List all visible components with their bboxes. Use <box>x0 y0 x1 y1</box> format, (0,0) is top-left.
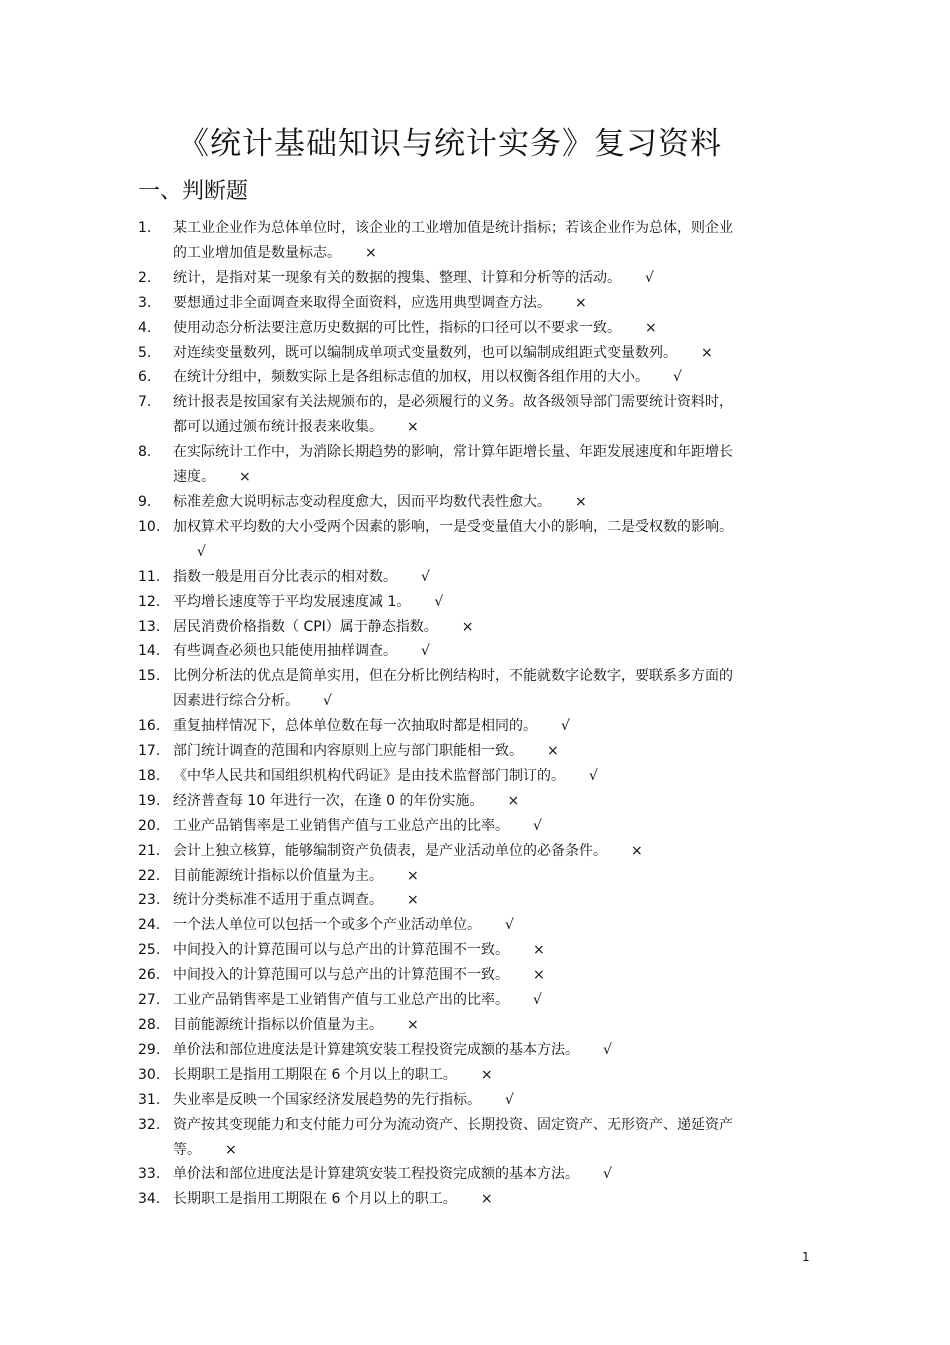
item-text: 重复抽样情况下，总体单位数在每一次抽取时都是相同的。 <box>173 718 537 735</box>
answer-mark: √ <box>561 718 570 735</box>
answer-mark: √ <box>505 917 514 934</box>
answer-mark: √ <box>603 1041 612 1058</box>
item-number: 14. <box>138 643 161 660</box>
answer-mark: × <box>461 618 474 635</box>
item-number: 9. <box>138 493 152 510</box>
answer-mark: √ <box>673 369 682 386</box>
item-text: 资产按其变现能力和支付能力可分为流动资产、长期投资、固定资产、无形资产、递延资产等。 <box>173 1116 733 1158</box>
item-number: 8. <box>138 444 152 461</box>
list-item <box>0 864 743 889</box>
answer-mark: √ <box>434 593 444 610</box>
answer-mark: × <box>225 1141 237 1158</box>
list-item <box>0 814 743 839</box>
item-number: 5. <box>138 344 152 361</box>
item-number: 11. <box>138 568 161 585</box>
item-number: 33. <box>138 1166 161 1183</box>
item-text: 比例分析法的优点是简单实用，但在分析比例结构时，不能就数字论数字，要联系多方面的因素进行综合分析。 <box>173 668 733 710</box>
item-number: 4. <box>138 319 152 336</box>
item-text: 居民消费价格指数（ CPI）属于静态指数。 <box>173 618 438 635</box>
document-title: 《统计基础知识与统计实务》复习资料 <box>178 126 722 162</box>
item-text: 统计报表是按国家有关法规颁布的，是必须履行的义务。故各级领导部门需要统计资料时，都可以通过颁布统计报表来收集。 <box>173 394 733 436</box>
item-text: 使用动态分析法要注意历史数据的可比性，指标的口径可以不要求一致。 <box>173 319 621 336</box>
item-number: 22. <box>138 867 161 884</box>
item-text: 部门统计调查的范围和内容原则上应与部门职能相一致。 <box>173 743 523 760</box>
list-item <box>0 938 743 963</box>
list-item <box>0 390 743 440</box>
item-text: 单价法和部位进度法是计算建筑安装工程投资完成额的基本方法。 <box>173 1041 579 1058</box>
answer-mark: × <box>480 1066 493 1083</box>
item-text: 目前能源统计指标以价值量为主。 <box>173 867 383 884</box>
item-number: 31. <box>138 1091 161 1108</box>
item-text: 在实际统计工作中，为消除长期趋势的影响，常计算年距增长量、年距发展速度和年距增长速度。 <box>173 444 733 486</box>
item-number: 16. <box>138 718 161 735</box>
answer-mark: × <box>575 493 587 510</box>
list-item <box>0 1088 743 1113</box>
item-number: 18. <box>138 767 161 784</box>
answer-mark: × <box>407 867 419 884</box>
item-text: 工业产品销售率是工业销售产值与工业总产出的比率。 <box>173 992 509 1009</box>
list-item <box>0 1038 743 1063</box>
list-item <box>0 888 743 913</box>
list-item <box>0 664 743 714</box>
item-text: 工业产品销售率是工业销售产值与工业总产出的比率。 <box>173 817 509 834</box>
item-text: 长期职工是指用工期限在 6 个月以上的职工。 <box>173 1066 457 1083</box>
answer-mark: √ <box>603 1166 612 1183</box>
item-number: 12. <box>138 593 161 610</box>
answer-mark: √ <box>589 767 598 784</box>
list-item <box>0 266 743 291</box>
item-text: 某工业企业作为总体单位时，该企业的工业增加值是统计指标；若该企业作为总体，则企业的工业增加值是数量标志。 <box>173 220 733 261</box>
item-text: 目前能源统计指标以价值量为主。 <box>173 1017 383 1033</box>
list-item <box>0 714 743 739</box>
list-item <box>0 764 743 789</box>
item-number: 23. <box>138 892 161 909</box>
item-text: 《中华人民共和国组织机构代码证》是由技术监督部门制订的。 <box>173 767 565 784</box>
answer-mark: √ <box>533 992 542 1009</box>
item-text: 一个法人单位可以包括一个或多个产业活动单位。 <box>173 917 481 934</box>
item-text: 会计上独立核算，能够编制资产负债表，是产业活动单位的必备条件。 <box>173 842 607 859</box>
answer-mark: × <box>533 967 545 984</box>
list-item <box>0 963 743 988</box>
answer-mark: × <box>547 743 559 760</box>
answer-mark: √ <box>421 643 430 660</box>
item-number: 21. <box>138 842 161 859</box>
item-text: 指数一般是用百分比表示的相对数。 <box>173 568 397 585</box>
list-item <box>0 1113 743 1163</box>
item-number: 19. <box>138 792 161 809</box>
item-text: 在统计分组中，频数实际上是各组标志值的加权，用以权衡各组作用的大小。 <box>173 369 649 386</box>
item-number: 1. <box>138 220 152 236</box>
list-item <box>0 789 743 814</box>
list-item <box>0 440 743 490</box>
item-number: 28. <box>138 1017 161 1033</box>
answer-mark: × <box>407 892 419 909</box>
answer-mark: × <box>365 244 377 261</box>
answer-mark: × <box>701 344 713 361</box>
item-text: 对连续变量数列，既可以编制成单项式变量数列，也可以编制成组距式变量数列。 <box>173 344 677 361</box>
item-number: 7. <box>138 394 152 411</box>
answer-mark: √ <box>323 693 332 710</box>
item-text: 标准差愈大说明标志变动程度愈大，因而平均数代表性愈大。 <box>173 493 551 510</box>
item-text: 加权算术平均数的大小受两个因素的影响，一是受变量值大小的影响，二是受权数的影响。 <box>173 518 733 535</box>
answer-mark: × <box>407 1017 419 1033</box>
item-text: 中间投入的计算范围可以与总产出的计算范围不一致。 <box>173 942 509 959</box>
answer-mark: × <box>507 792 520 809</box>
item-number: 17. <box>138 743 161 760</box>
item-text: 要想通过非全面调查来取得全面资料，应选用典型调查方法。 <box>173 294 551 311</box>
answer-mark: √ <box>645 269 654 286</box>
answer-mark: √ <box>505 1091 514 1108</box>
item-number: 20. <box>138 817 161 834</box>
list-item <box>0 839 743 864</box>
question-list <box>0 216 950 1212</box>
list-item <box>0 913 743 938</box>
item-number: 25. <box>138 942 161 959</box>
answer-mark: × <box>407 419 419 436</box>
item-text: 单价法和部位进度法是计算建筑安装工程投资完成额的基本方法。 <box>173 1166 579 1183</box>
list-item <box>0 1162 743 1187</box>
item-number: 13. <box>138 618 161 635</box>
list-item <box>0 341 743 366</box>
answer-mark: × <box>239 469 251 486</box>
item-number: 24. <box>138 917 161 934</box>
answer-mark: √ <box>533 817 542 834</box>
page-number: 1 <box>802 1250 810 1264</box>
list-item <box>0 739 743 764</box>
item-number: 10. <box>138 518 161 535</box>
answer-mark: × <box>645 319 657 336</box>
item-number: 30. <box>138 1066 161 1083</box>
list-item <box>0 590 743 615</box>
answer-mark: × <box>533 942 545 959</box>
list-item <box>0 365 743 390</box>
list-item <box>0 988 743 1013</box>
list-item <box>0 615 743 640</box>
item-number: 34. <box>138 1191 161 1208</box>
item-number: 26. <box>138 967 161 984</box>
item-text: 有些调查必须也只能使用抽样调查。 <box>173 643 397 660</box>
answer-mark: × <box>631 842 643 859</box>
list-item <box>0 291 743 316</box>
list-item <box>0 639 743 664</box>
list-item <box>0 1187 743 1212</box>
answer-mark: × <box>480 1191 493 1208</box>
item-text: 统计分类标准不适用于重点调查。 <box>173 892 383 909</box>
item-number: 6. <box>138 369 152 386</box>
item-number: 27. <box>138 992 161 1009</box>
list-item <box>0 490 743 515</box>
item-text: 长期职工是指用工期限在 6 个月以上的职工。 <box>173 1191 457 1208</box>
answer-mark: √ <box>421 568 430 585</box>
list-item <box>0 1013 743 1038</box>
item-text: 失业率是反映一个国家经济发展趋势的先行指标。 <box>173 1091 481 1108</box>
item-number: 15. <box>138 668 161 685</box>
item-text: 中间投入的计算范围可以与总产出的计算范围不一致。 <box>173 967 509 984</box>
list-item <box>0 515 743 565</box>
section-heading: 一、判断题 <box>138 179 249 204</box>
item-text: 统计，是指对某一现象有关的数据的搜集、整理、计算和分析等的活动。 <box>173 269 621 286</box>
list-item <box>0 316 743 341</box>
item-number: 2. <box>138 269 152 286</box>
list-item <box>0 216 743 266</box>
answer-mark: × <box>575 294 587 311</box>
item-number: 3. <box>138 294 152 311</box>
item-number: 32. <box>138 1116 161 1133</box>
list-item <box>0 565 743 590</box>
list-item <box>0 1063 743 1088</box>
answer-mark: √ <box>197 543 206 560</box>
item-text: 经济普查每 10 年进行一次，在逢 0 的年份实施。 <box>173 792 484 809</box>
item-number: 29. <box>138 1041 161 1058</box>
item-text: 平均增长速度等于平均发展速度减 1。 <box>173 593 411 610</box>
